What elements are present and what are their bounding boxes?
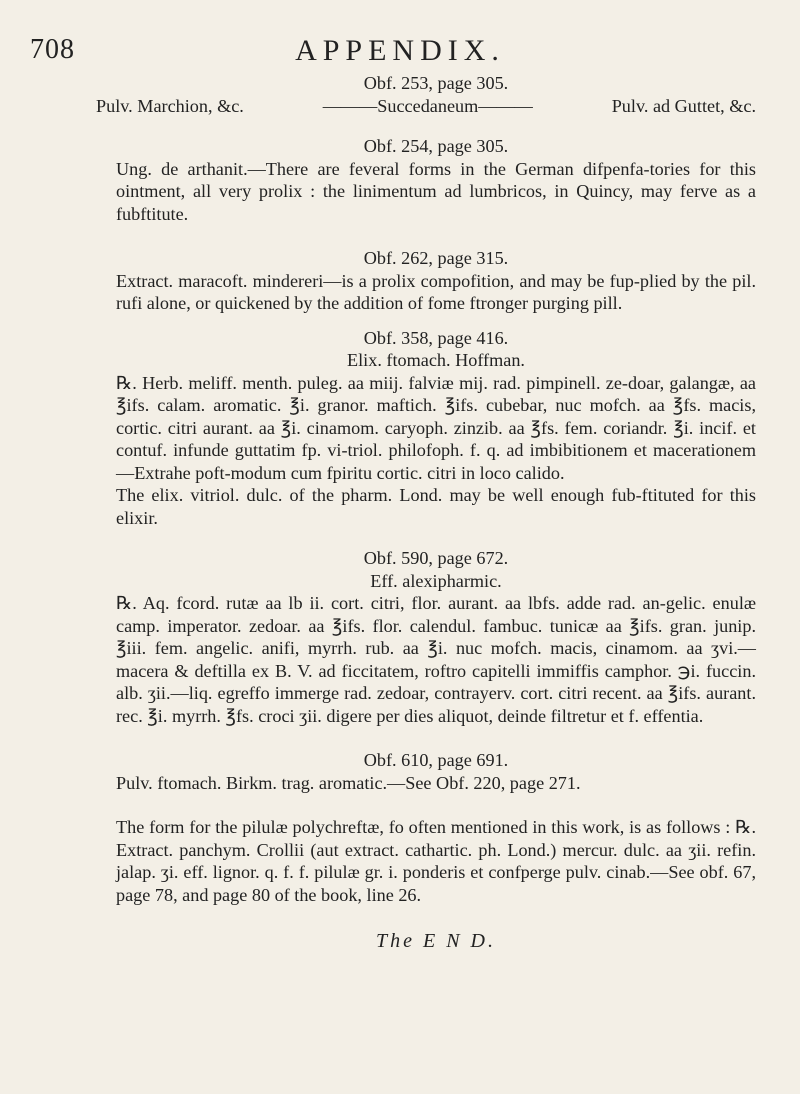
page-content — [96, 72, 756, 953]
paragraph: Ung. de arthanit.—There are feveral forms in the German difpenfa-tories for this ointment, all very prolix : the linimentum ad lumbricos, in Quincy, may ferve as a fubftitute. — [116, 158, 756, 224]
running-title: APPENDIX. — [295, 34, 505, 67]
pulv-middle: ———Succedaneum——— — [322, 95, 533, 116]
the-end: The E N D. — [376, 930, 496, 952]
page-number: 708 — [30, 34, 75, 65]
recipe-text: ℞. Aq. fcord. rutæ aa lb ii. cort. citri, flor. aurant. aa lbfs. adde rad. an-gelic. enulæ camp. imperator. zedoar. aa ℥ifs. flor. calendul. fambuc. tunicæ aa ℥ifs. gran. junip. ℥iii. fem. angelic. anifi, myrrh. rub. aa ℥i. nuc mofch. macis, cinamom. aa ʒvi.—macera & deftilla ex B. V. ad ficcitatem, roftro capitelli immiffis camphor. ℈i. fuccin. alb. ʒii.—liq. egreffo immerge rad. zedoar, contrayerv. cort. citri recent. aa ℥ifs. aurant. rec. ℥i. myrrh. ℥fs. croci ʒii. digere per dies aliquot, deinde filtretur et f. effentia. — [116, 593, 756, 726]
pulv-line — [96, 95, 756, 118]
recipe-text: ℞. Herb. meliff. menth. puleg. aa miij. falviæ mij. rad. pimpinell. ze-doar, galangæ, aa ℥ifs. calam. aromatic. ℥i. granor. maftich. ℥ifs. cubebar, nuc mofch. aa ℥fs. macis, cortic. citri aurant. aa ℥i. cinamom. caryoph. zinzib. aa ℥fs. fem. coriandr. ℥i. incif. et contuf. infunde guttatim fp. vi-triol. philofoph. f. q. ad imbibitionem et macerationem—Extrahe poft-modum cum fpiritu cortic. citri in loco calido. — [116, 372, 756, 483]
pulv-left: Pulv. Marchion, &c. — [96, 95, 244, 116]
page-header — [0, 34, 800, 74]
observation-heading: Obf. 253, page 305. — [363, 73, 509, 93]
recipe-title: Eff. alexipharmic. — [370, 570, 502, 591]
observation-heading: Obf. 254, page 305. — [363, 136, 509, 156]
pulv-right: Pulv. ad Guttet, &c. — [611, 95, 756, 116]
observation-heading: Obf. 590, page 672. — [363, 548, 509, 568]
observation-heading: Obf. 358, page 416. — [363, 327, 509, 348]
recipe-title: Elix. ftomach. Hoffman. — [347, 350, 525, 370]
observation-heading: Obf. 610, page 691. — [363, 750, 509, 770]
paragraph: The elix. vitriol. dulc. of the pharm. Lond. may be well enough fub-ftituted for this elixir. — [116, 485, 756, 528]
paragraph: The form for the pilulæ polychreftæ, fo often mentioned in this work, is as follows : ℞. Extract. panchym. Crollii (aut extract. cathartic. ph. Lond.) mercur. dulc. aa ʒii. refin. jalap. ʒi. eff. lignor. q. f. f. pilulæ gr. i. ponderis et confperge pulv. cinab.—See obf. 67, page 78, and page 80 of the book, line 26. — [116, 817, 756, 905]
observation-heading: Obf. 262, page 315. — [363, 248, 509, 268]
paragraph: Pulv. ftomach. Birkm. trag. aromatic.—See Obf. 220, page 271. — [116, 772, 581, 793]
paragraph: Extract. maracoft. mindereri—is a prolix compofition, and may be fup-plied by the pil. rufi alone, or quickened by the addition of fome ftronger purging pill. — [116, 270, 756, 313]
